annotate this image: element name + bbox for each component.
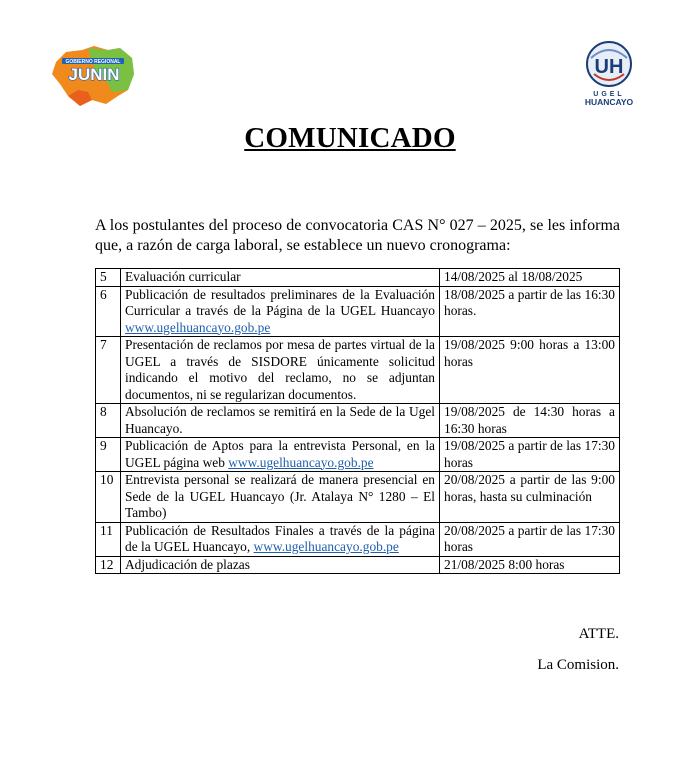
activity-cell xyxy=(121,522,440,556)
row-number: 8 xyxy=(96,404,121,438)
row-number: 12 xyxy=(96,556,121,574)
row-number: 7 xyxy=(96,337,121,404)
activity-cell xyxy=(121,556,440,574)
activity-cell xyxy=(121,269,440,287)
activity-text: Publicación de Aptos para la entrevista Personal, en la UGEL página web xyxy=(125,438,435,470)
junin-region-logo xyxy=(48,44,138,108)
website-link[interactable]: www.ugelhuancayo.gob.pe xyxy=(125,319,271,335)
date-cell: 14/08/2025 al 18/08/2025 xyxy=(440,269,620,287)
date-cell: 19/08/2025 9:00 horas a 13:00 horas xyxy=(440,337,620,404)
activity-cell xyxy=(121,438,440,472)
website-link[interactable]: www.ugelhuancayo.gob.pe xyxy=(228,454,374,470)
date-cell: 20/08/2025 a partir de las 17:30 horas xyxy=(440,522,620,556)
activity-cell xyxy=(121,472,440,523)
ugel-huancayo-logo xyxy=(576,38,642,110)
table-row xyxy=(96,269,620,287)
activity-cell xyxy=(121,286,440,337)
date-cell: 21/08/2025 8:00 horas xyxy=(440,556,620,574)
table-row xyxy=(96,404,620,438)
table-row xyxy=(96,337,620,404)
activity-text: Absolución de reclamos se remitirá en la Sede de la Ugel Huancayo. xyxy=(125,404,435,436)
date-cell: 19/08/2025 de 14:30 horas a 16:30 horas xyxy=(440,404,620,438)
closing-text: ATTE. xyxy=(578,626,619,642)
svg-text:UH: UH xyxy=(594,56,624,78)
row-number: 6 xyxy=(96,286,121,337)
activity-text: Evaluación curricular xyxy=(125,269,241,284)
activity-text: Presentación de reclamos por mesa de partes virtual de la UGEL a través de SISDORE únicamente solicitud indicando el motivo del reclamo, no se adjuntan documentos, ni se regularizan documentos. xyxy=(125,337,435,402)
activity-text: Adjudicación de plazas xyxy=(125,556,250,572)
signature-text: La Comision. xyxy=(537,657,619,673)
date-cell: 20/08/2025 a partir de las 9:00 horas, hasta su culminación xyxy=(440,472,620,523)
svg-text:HUANCAYO: HUANCAYO xyxy=(584,97,634,107)
row-number: 5 xyxy=(96,269,121,287)
table-row xyxy=(96,522,620,556)
date-cell: 19/08/2025 a partir de las 17:30 horas xyxy=(440,438,620,472)
activity-text: Publicación de resultados preliminares de la Evaluación Curricular a través de la Página de la UGEL Huancayo xyxy=(125,286,435,318)
page-title: COMUNICADO xyxy=(244,122,456,154)
row-number: 9 xyxy=(96,438,121,472)
table-row xyxy=(96,438,620,472)
table-row xyxy=(96,286,620,337)
intro-paragraph: A los postulantes del proceso de convocatoria CAS N° 027 – 2025, se les informa que, a razón de carga laboral, se establece un nuevo cronograma: xyxy=(95,217,620,254)
activity-text: Publicación de Resultados Finales a través de la página de la UGEL Huancayo, xyxy=(125,522,435,554)
activity-text: Entrevista personal se realizará de manera presencial en Sede de la UGEL Huancayo (Jr. Atalaya N° 1280 – El Tambo) xyxy=(125,472,435,520)
schedule-table xyxy=(95,268,620,574)
date-cell: 18/08/2025 a partir de las 16:30 horas. xyxy=(440,286,620,337)
activity-cell xyxy=(121,404,440,438)
svg-text:UGEL: UGEL xyxy=(593,91,625,98)
table-row xyxy=(96,556,620,574)
svg-text:JUNIN: JUNIN xyxy=(68,65,120,84)
table-row xyxy=(96,472,620,523)
svg-text:GOBIERNO REGIONAL: GOBIERNO REGIONAL xyxy=(65,58,121,65)
row-number: 11 xyxy=(96,522,121,556)
website-link[interactable]: www.ugelhuancayo.gob.pe xyxy=(253,539,399,554)
row-number: 10 xyxy=(96,472,121,523)
activity-cell xyxy=(121,337,440,404)
